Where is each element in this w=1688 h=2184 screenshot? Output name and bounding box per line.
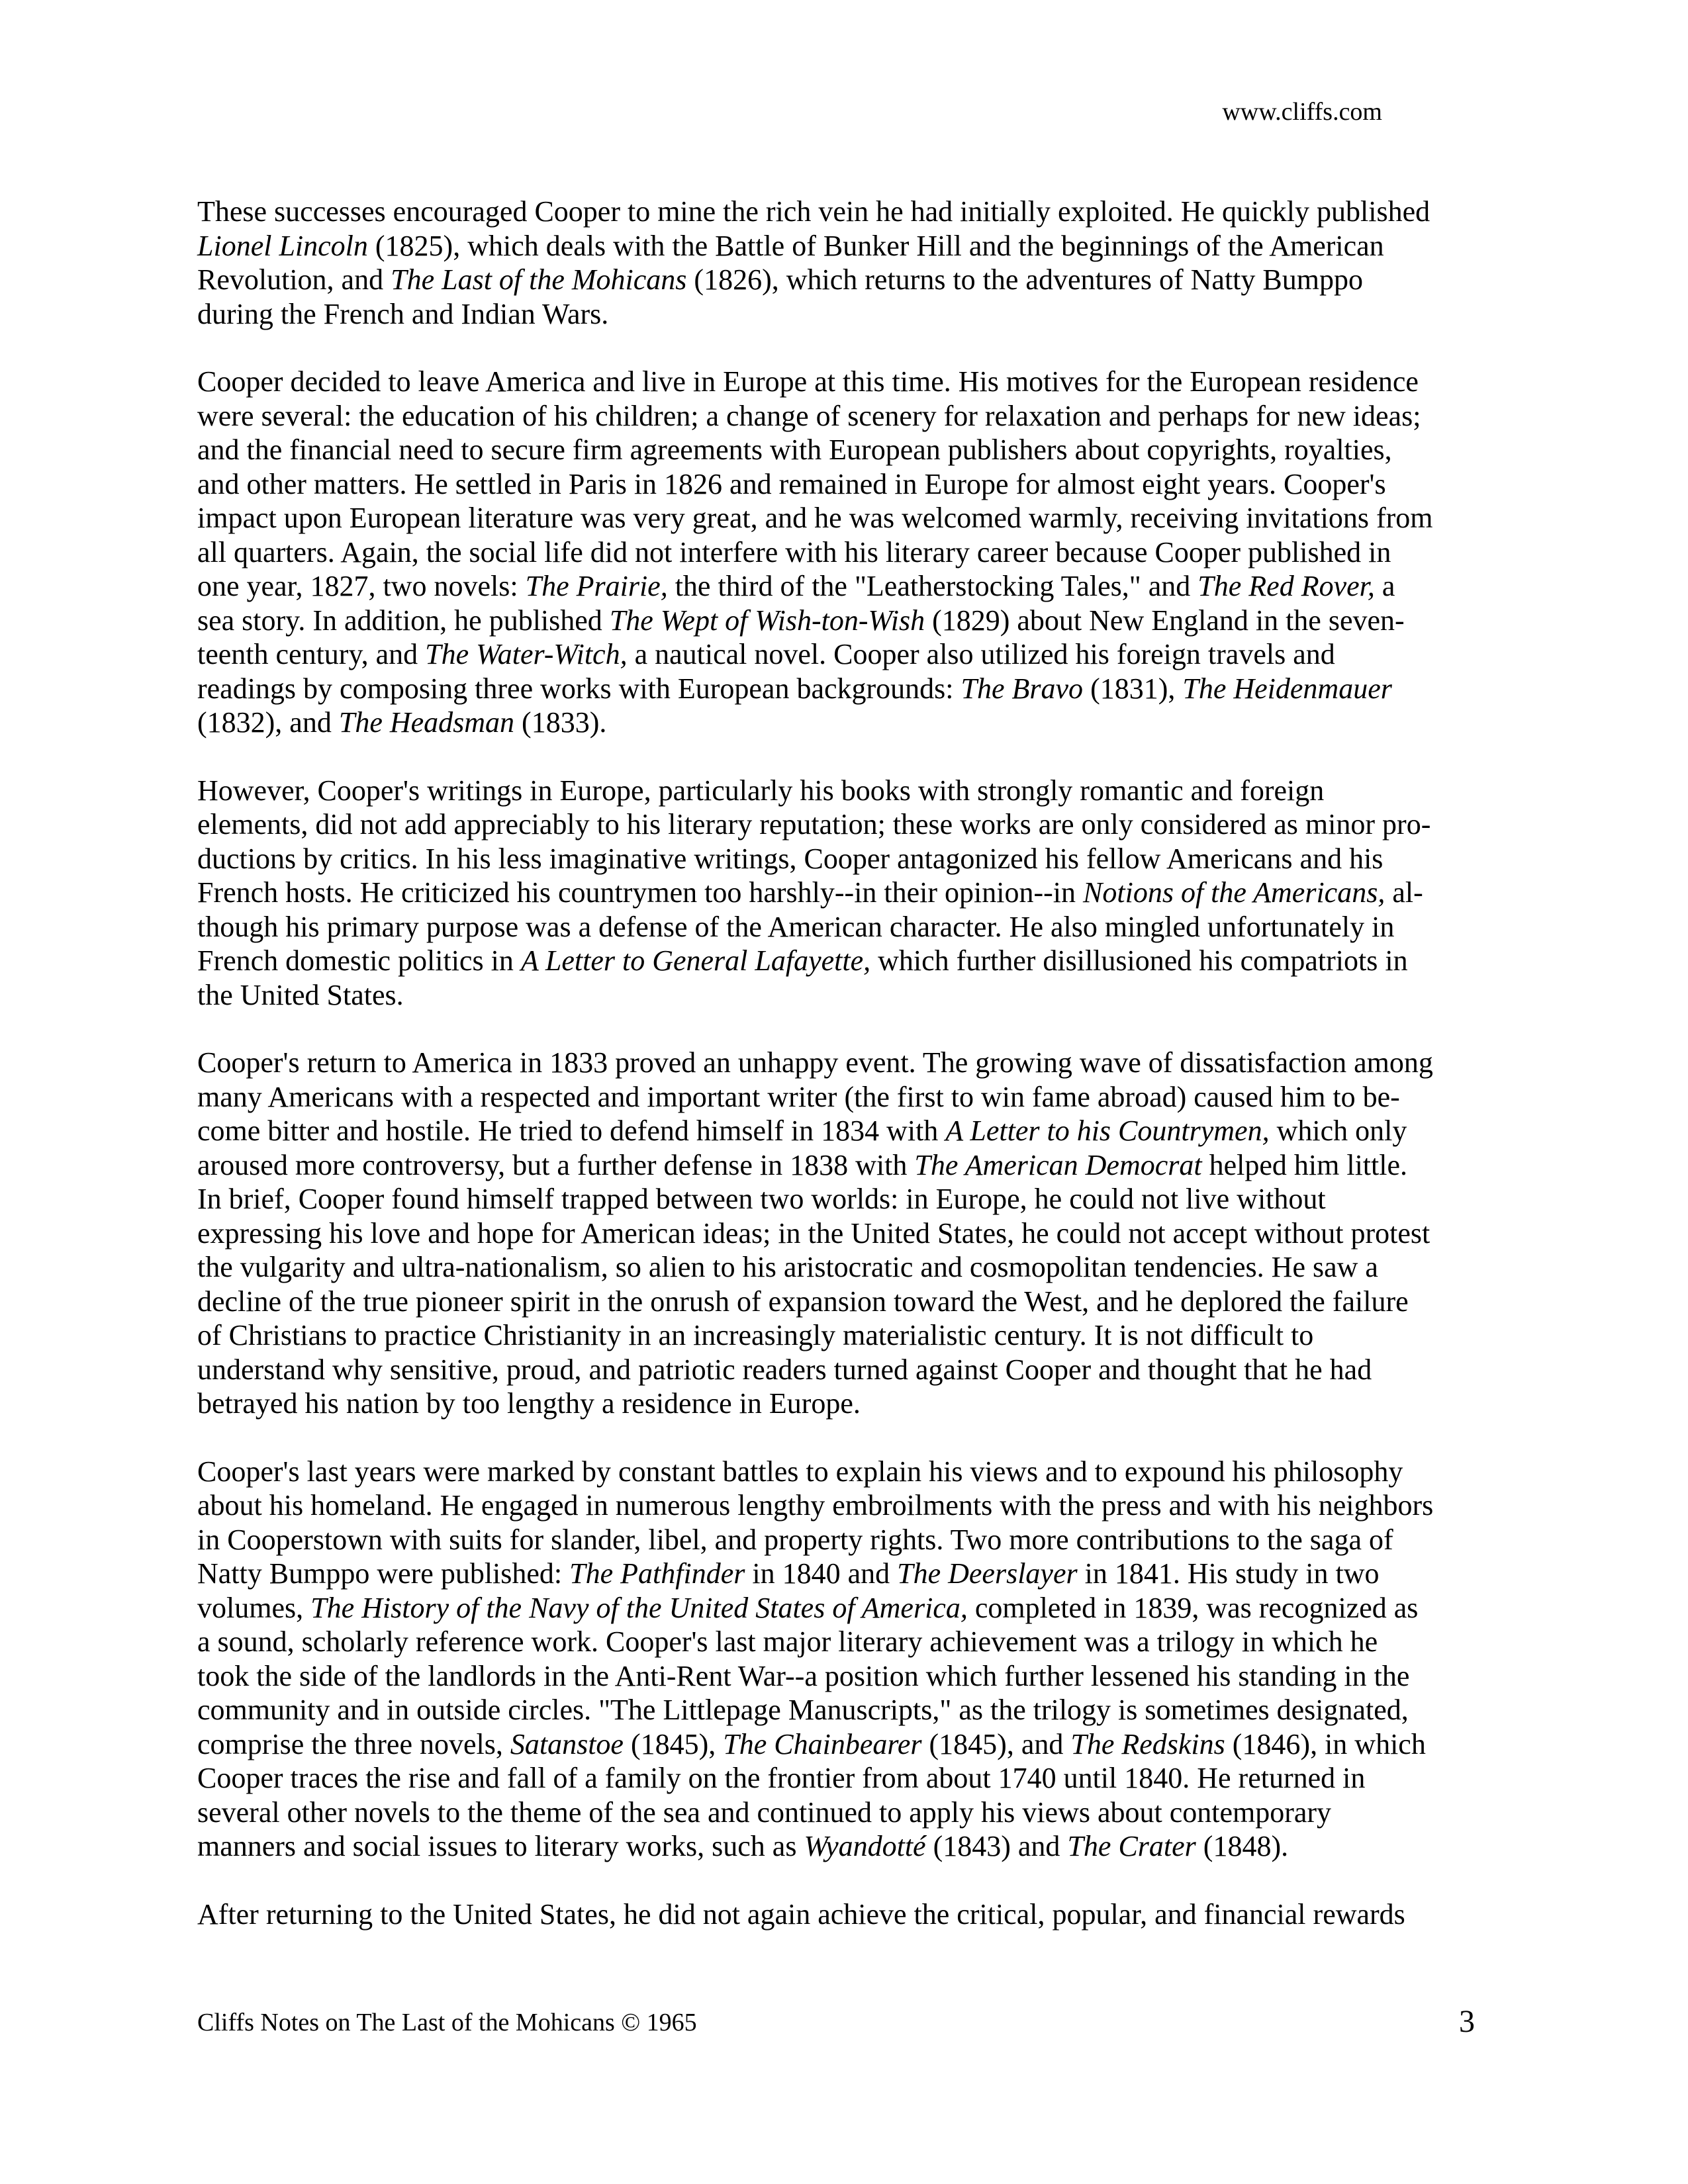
text-line xyxy=(197,1693,1485,1727)
paragraph xyxy=(197,195,1485,331)
paragraph xyxy=(197,365,1485,740)
text-run: helped him little. xyxy=(1201,1148,1407,1181)
text-line xyxy=(197,1046,1485,1080)
italic-title: The American Democrat xyxy=(914,1148,1202,1181)
text-run: the vulgarity and ultra-nationalism, so alien to his aristocratic and cosmopolitan tendencies. He saw a xyxy=(197,1251,1378,1283)
text-run: all quarters. Again, the social life did not interfere with his literary career because Cooper published in xyxy=(197,535,1391,569)
text-run: during the French and Indian Wars. xyxy=(197,297,609,330)
text-run: (1829) about New England in the seven- xyxy=(925,604,1405,637)
text-line xyxy=(197,399,1485,433)
text-line xyxy=(197,1387,1485,1421)
italic-title: The Pathfinder xyxy=(569,1557,745,1590)
paragraph xyxy=(197,774,1485,1013)
text-line xyxy=(197,433,1485,467)
text-line xyxy=(197,1250,1485,1285)
text-run: elements, did not add appreciably to his literary reputation; these works are only considered as minor pro- xyxy=(197,808,1431,841)
paragraph xyxy=(197,1455,1485,1864)
text-run: understand why sensitive, proud, and patriotic readers turned against Cooper and thought that he had xyxy=(197,1353,1372,1386)
text-run: teenth century, and xyxy=(197,638,426,670)
italic-title: Satanstoe xyxy=(510,1727,624,1760)
text-run: a sound, scholarly reference work. Cooper's last major literary achievement was a trilogy in which he xyxy=(197,1625,1378,1658)
text-line xyxy=(197,807,1485,842)
text-run: in 1841. His study in two xyxy=(1077,1557,1380,1590)
text-run: and the financial need to secure firm agreements with European publishers about copyrights, royalties, xyxy=(197,433,1392,466)
italic-title: The Redskins xyxy=(1070,1727,1225,1760)
text-run: In brief, Cooper found himself trapped between two worlds: in Europe, he could not live without xyxy=(197,1183,1326,1215)
text-run: Revolution, and xyxy=(197,263,391,296)
text-run: the third of the "Leatherstocking Tales," and xyxy=(667,570,1198,602)
text-run: about his homeland. He engaged in numerous lengthy embroilments with the press and with his neighbors xyxy=(197,1489,1434,1522)
italic-title: The Chainbearer xyxy=(723,1727,922,1760)
text-run: Cooper's last years were marked by constant battles to explain his views and to expound his philosophy xyxy=(197,1455,1403,1488)
italic-title: The Water-Witch, xyxy=(425,638,628,670)
italic-title: The Deerslayer xyxy=(897,1557,1078,1590)
page-number: 3 xyxy=(1459,2004,1475,2039)
italic-title: The Crater xyxy=(1067,1830,1196,1862)
text-run: (1833). xyxy=(514,706,607,739)
footer-title: Cliffs Notes on The Last of the Mohicans © 1965 xyxy=(197,2009,697,2036)
text-line xyxy=(197,297,1485,332)
italic-title: The Heidenmauer xyxy=(1182,672,1392,705)
text-line xyxy=(197,1216,1485,1251)
text-run: volumes, xyxy=(197,1591,311,1624)
text-line xyxy=(197,1488,1485,1523)
text-line xyxy=(197,1727,1485,1762)
italic-title: The Prairie, xyxy=(525,570,668,602)
text-run: Cooper traces the rise and fall of a family on the frontier from about 1740 until 1840. He returned in xyxy=(197,1762,1366,1794)
italic-title: The Wept of Wish-ton-Wish xyxy=(609,604,925,637)
text-run: comprise the three novels, xyxy=(197,1727,510,1760)
text-run: community and in outside circles. "The Littlepage Manuscripts," as the trilogy is sometimes designated, xyxy=(197,1694,1409,1726)
text-run: ductions by critics. In his less imaginative writings, Cooper antagonized his fellow Americans and his xyxy=(197,842,1383,875)
italic-title: The Headsman xyxy=(338,706,515,739)
text-run: a xyxy=(1374,570,1395,602)
text-line xyxy=(197,1591,1485,1625)
text-run: were several: the education of his children; a change of scenery for relaxation and perhaps for new ideas; xyxy=(197,399,1421,432)
text-run: aroused more controversy, but a further defense in 1838 with xyxy=(197,1148,915,1181)
paragraph xyxy=(197,1897,1485,1932)
text-run: (1831), xyxy=(1083,672,1183,705)
text-run: sea story. In addition, he published xyxy=(197,604,610,637)
text-line xyxy=(197,978,1485,1013)
text-run: many Americans with a respected and important writer (the first to win fame abroad) caused him to be- xyxy=(197,1080,1400,1113)
text-run: betrayed his nation by too lengthy a residence in Europe. xyxy=(197,1387,861,1420)
text-run: one year, 1827, two novels: xyxy=(197,570,526,602)
text-run: (1845), xyxy=(623,1727,724,1760)
text-line xyxy=(197,501,1485,535)
text-line xyxy=(197,637,1485,672)
text-run: come bitter and hostile. He tried to defend himself in 1834 with xyxy=(197,1115,946,1147)
header-url: www.cliffs.com xyxy=(1222,98,1382,126)
text-run: and other matters. He settled in Paris in 1826 and remained in Europe for almost eight years. Cooper's xyxy=(197,467,1386,500)
text-line xyxy=(197,705,1485,740)
italic-title: Lionel Lincoln xyxy=(197,229,368,262)
text-run: (1832), and xyxy=(197,706,339,739)
text-run: in 1840 and xyxy=(745,1557,898,1590)
text-line xyxy=(197,672,1485,706)
text-line xyxy=(197,910,1485,944)
text-run: French domestic politics in xyxy=(197,944,521,977)
italic-title: The Red Rover, xyxy=(1197,570,1375,602)
text-line xyxy=(197,1114,1485,1148)
text-run: the United States. xyxy=(197,978,404,1011)
text-line xyxy=(197,1182,1485,1216)
text-run: manners and social issues to literary works, such as xyxy=(197,1830,804,1862)
text-line xyxy=(197,1318,1485,1353)
italic-title: A Letter to General Lafayette, xyxy=(520,944,871,977)
text-line xyxy=(197,229,1485,263)
text-line xyxy=(197,1080,1485,1115)
text-run: (1848). xyxy=(1196,1830,1289,1862)
italic-title: Notions of the Americans, xyxy=(1083,876,1385,909)
text-run: Cooper decided to leave America and live in Europe at this time. His motives for the European residence xyxy=(197,365,1419,398)
text-run: in Cooperstown with suits for slander, libel, and property rights. Two more contributions to the saga of xyxy=(197,1523,1393,1556)
text-run: (1826), which returns to the adventures of Natty Bumppo xyxy=(686,263,1363,296)
text-run: Cooper's return to America in 1833 proved an unhappy event. The growing wave of dissatisfaction among xyxy=(197,1046,1433,1079)
italic-title: The History of the Navy of the United States of America, xyxy=(310,1591,968,1624)
text-line xyxy=(197,263,1485,297)
text-line xyxy=(197,365,1485,399)
body-text xyxy=(197,195,1485,1965)
text-run: readings by composing three works with European backgrounds: xyxy=(197,672,961,705)
italic-title: The Last of the Mohicans xyxy=(391,263,687,296)
text-run: After returning to the United States, he did not again achieve the critical, popular, and financial rewards xyxy=(197,1897,1405,1931)
text-line xyxy=(197,1761,1485,1796)
text-line xyxy=(197,944,1485,978)
text-line xyxy=(197,1557,1485,1591)
text-run: a nautical novel. Cooper also utilized his foreign travels and xyxy=(627,638,1335,670)
text-line xyxy=(197,1148,1485,1183)
text-run: However, Cooper's writings in Europe, particularly his books with strongly romantic and foreign xyxy=(197,774,1325,807)
italic-title: A Letter to his Countrymen, xyxy=(945,1115,1270,1147)
text-run: expressing his love and hope for American ideas; in the United States, he could not accept without protest xyxy=(197,1216,1430,1250)
italic-title: Wyandotté xyxy=(804,1830,926,1862)
italic-title: The Bravo xyxy=(961,672,1084,705)
text-line xyxy=(197,1625,1485,1659)
text-run: French hosts. He criticized his countrymen too harshly--in their opinion--in xyxy=(197,876,1084,909)
text-run: These successes encouraged Cooper to mine the rich vein he had initially exploited. He quickly published xyxy=(197,195,1430,228)
text-run: which further disillusioned his compatriots in xyxy=(870,944,1408,977)
text-line xyxy=(197,1523,1485,1557)
text-line xyxy=(197,535,1485,570)
paragraph xyxy=(197,1046,1485,1421)
text-run: took the side of the landlords in the Anti-Rent War--a position which further lessened his standing in the xyxy=(197,1659,1410,1692)
text-run: al- xyxy=(1385,876,1423,909)
text-run: (1845), and xyxy=(921,1727,1071,1760)
text-run: though his primary purpose was a defense of the American character. He also mingled unfortunately in xyxy=(197,910,1395,943)
text-line xyxy=(197,467,1485,502)
text-run: (1846), in which xyxy=(1225,1727,1426,1760)
text-run: impact upon European literature was very great, and he was welcomed warmly, receiving invitations from xyxy=(197,502,1433,534)
text-run: several other novels to the theme of the sea and continued to apply his views about contemporary xyxy=(197,1796,1332,1829)
text-run: completed in 1839, was recognized as xyxy=(967,1591,1419,1624)
text-line xyxy=(197,1796,1485,1830)
text-line xyxy=(197,195,1485,229)
text-line xyxy=(197,774,1485,808)
text-line xyxy=(197,1659,1485,1694)
text-line xyxy=(197,1285,1485,1319)
text-line xyxy=(197,842,1485,876)
text-run: (1843) and xyxy=(925,1830,1068,1862)
text-run: of Christians to practice Christianity in an increasingly materialistic century. It is not difficult to xyxy=(197,1319,1314,1351)
text-line xyxy=(197,569,1485,604)
text-line xyxy=(197,1455,1485,1489)
text-line xyxy=(197,876,1485,910)
text-line xyxy=(197,1829,1485,1864)
text-run: Natty Bumppo were published: xyxy=(197,1557,570,1590)
text-run: which only xyxy=(1269,1115,1407,1147)
text-run: decline of the true pioneer spirit in the onrush of expansion toward the West, and he deplored the failure xyxy=(197,1285,1409,1318)
text-line xyxy=(197,1897,1485,1932)
text-line xyxy=(197,604,1485,638)
text-run: (1825), which deals with the Battle of Bunker Hill and the beginnings of the American xyxy=(367,229,1384,262)
text-line xyxy=(197,1353,1485,1387)
